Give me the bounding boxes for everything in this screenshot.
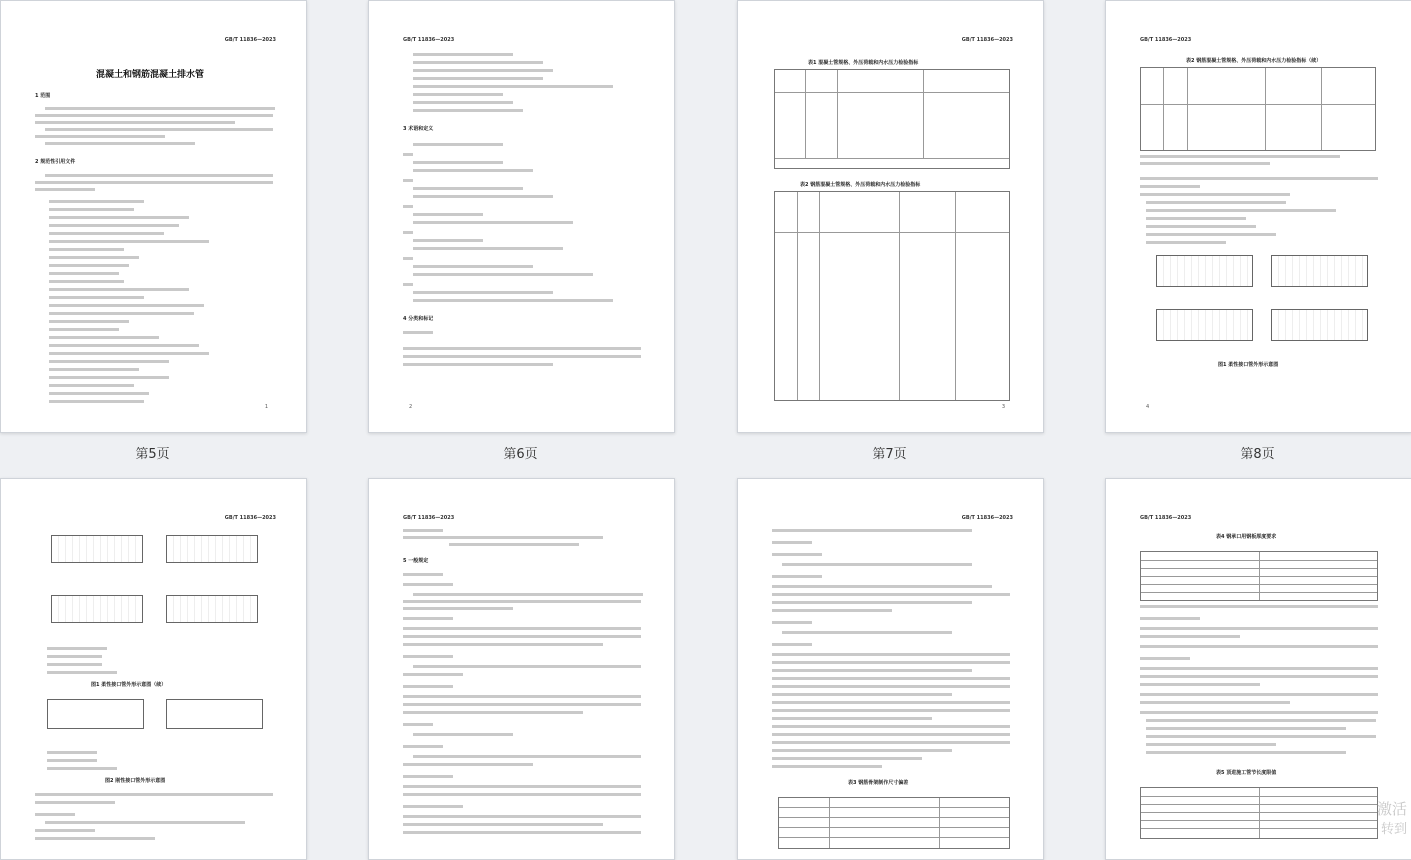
table-2-cont — [1140, 67, 1376, 151]
section-heading: 2 规范性引用文件 — [35, 159, 76, 165]
page-header: GB/T 11836—2023 — [224, 515, 276, 521]
figure-a — [1156, 255, 1253, 287]
section-heading: 1 范围 — [35, 93, 51, 99]
page-header: GB/T 11836—2023 — [403, 515, 455, 521]
table-title: 表5 顶进施工管节长度限值 — [1216, 770, 1277, 776]
figure-caption: 图2 刚性接口管外形示意图 — [105, 778, 166, 784]
table-title: 表2 钢筋混凝土管规格、外压荷载和内水压力检验指标（续） — [1186, 58, 1322, 64]
page-thumbnail-9[interactable] — [0, 478, 307, 860]
doc-title: 混凝土和钢筋混凝土排水管 — [96, 70, 205, 80]
section-heading: 4 分类和标记 — [403, 316, 434, 322]
figure-g — [51, 595, 143, 623]
page-label: 第7页 — [872, 447, 907, 462]
table-5 — [1140, 787, 1378, 839]
table-3 — [778, 797, 1010, 849]
page-header: GB/T 11836—2023 — [961, 37, 1013, 43]
page-number: 2 — [409, 404, 413, 410]
page-number: 3 — [1001, 404, 1005, 410]
table-title: 表3 钢筋骨架制作尺寸偏差 — [848, 780, 909, 786]
page-header: GB/T 11836—2023 — [403, 37, 455, 43]
page-number: 4 — [1146, 404, 1150, 410]
page-header: GB/T 11836—2023 — [224, 37, 276, 43]
figure-caption: 图1 柔性接口管外形示意图（续） — [91, 682, 167, 688]
table-title: 表4 钢承口用钢板厚度要求 — [1216, 534, 1277, 540]
page-thumbnail-10[interactable] — [368, 478, 675, 860]
figure-f — [166, 535, 258, 563]
page-label: 第8页 — [1240, 447, 1275, 462]
watermark-line1: 激活 — [1376, 800, 1407, 818]
page-header: GB/T 11836—2023 — [1140, 515, 1192, 521]
page-thumbnail-11[interactable] — [737, 478, 1044, 860]
figure-c — [1156, 309, 1253, 341]
figure-h — [166, 595, 258, 623]
page-thumbnail-7[interactable] — [737, 0, 1044, 433]
page-label: 第6页 — [503, 447, 538, 462]
figure-d — [1271, 309, 1368, 341]
section-heading: 3 术语和定义 — [403, 126, 434, 132]
page-header: GB/T 11836—2023 — [961, 515, 1013, 521]
page-number: 1 — [264, 404, 268, 410]
table-title: 表2 钢筋混凝土管规格、外压荷载和内水压力检验指标 — [800, 182, 921, 188]
table-1 — [774, 69, 1010, 169]
table-4 — [1140, 551, 1378, 601]
page-thumbnail-6[interactable] — [368, 0, 675, 433]
figure-j — [166, 699, 263, 729]
figure-caption: 图1 柔性接口管外形示意图 — [1218, 362, 1279, 368]
page-thumbnail-12[interactable] — [1105, 478, 1411, 860]
page-thumbnail-8[interactable] — [1105, 0, 1411, 433]
page-thumbnail-5[interactable] — [0, 0, 307, 433]
figure-b — [1271, 255, 1368, 287]
page-header: GB/T 11836—2023 — [1140, 37, 1192, 43]
figure-e — [51, 535, 143, 563]
page-label: 第5页 — [135, 447, 170, 462]
watermark-line2: 转到 — [1380, 822, 1407, 837]
table-title: 表1 混凝土管规格、外压荷载和内水压力检验指标 — [808, 60, 919, 66]
section-heading: 5 一般规定 — [403, 558, 429, 564]
figure-i — [47, 699, 144, 729]
table-2 — [774, 191, 1010, 401]
